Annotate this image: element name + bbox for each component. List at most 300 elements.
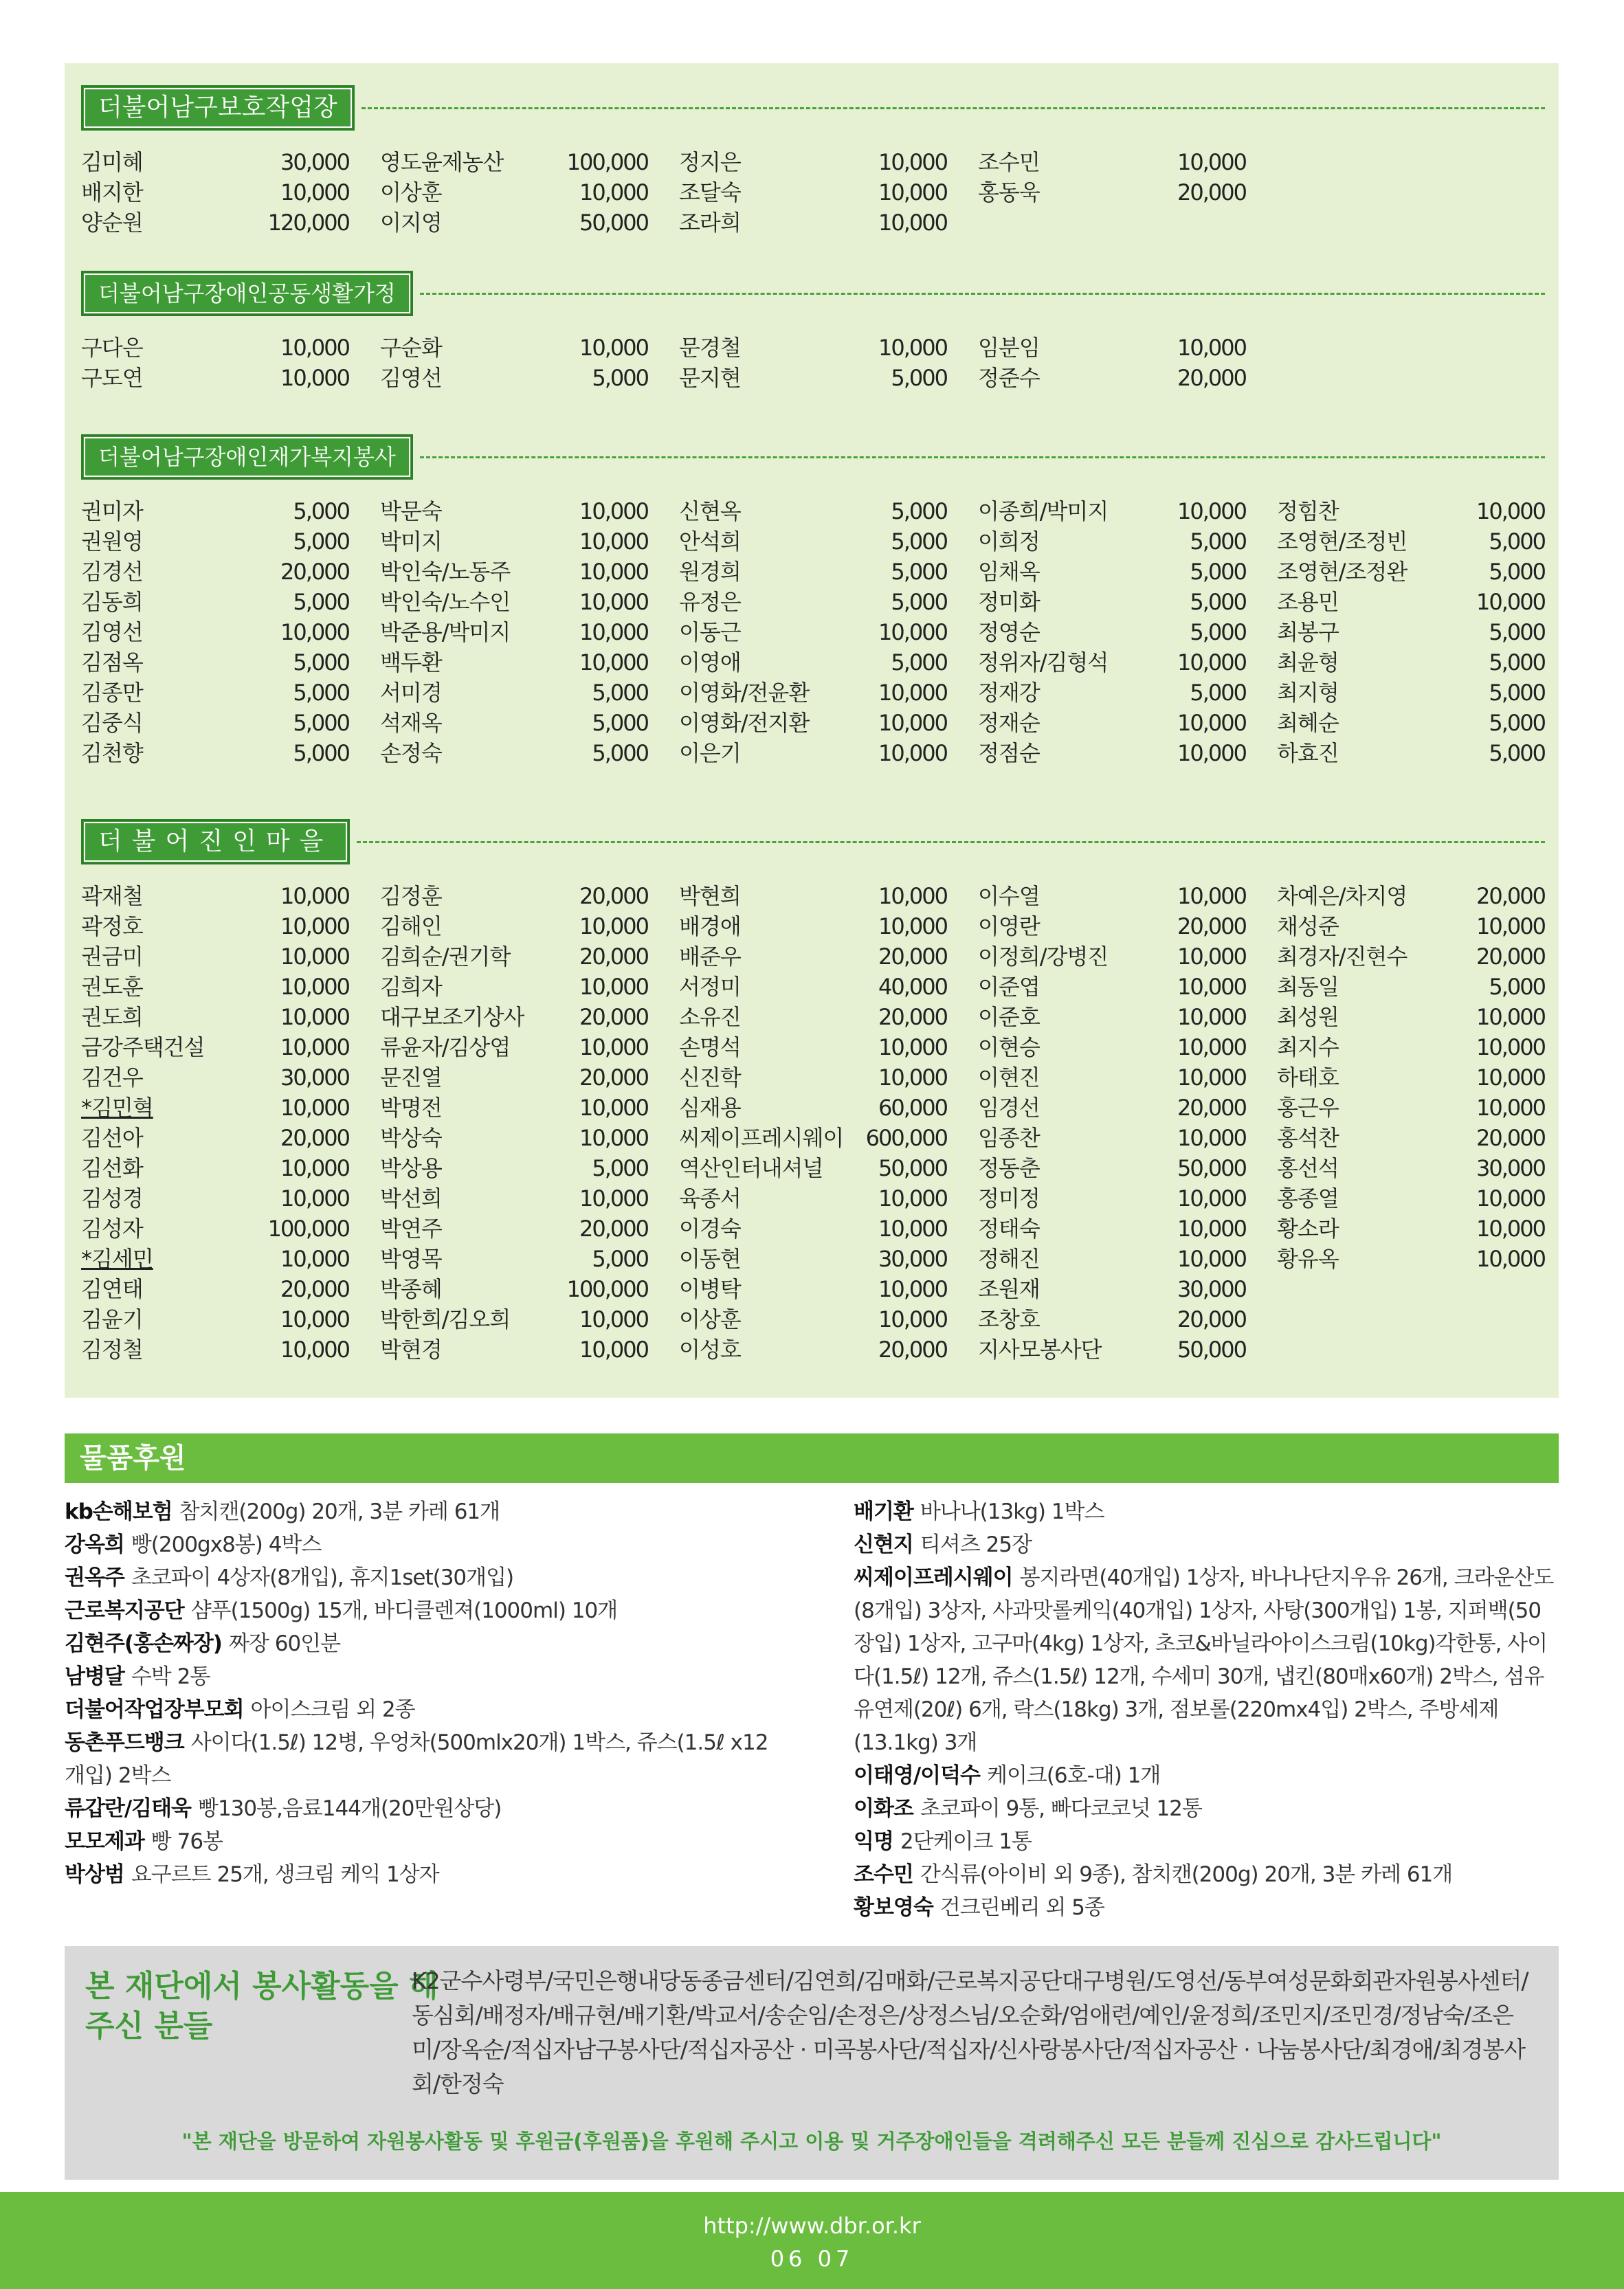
section-header <box>81 819 1545 864</box>
donor-name: 씨제이프레시웨이 <box>679 1125 844 1151</box>
section-header <box>81 434 1545 480</box>
donor-name: 김영선 <box>380 365 442 391</box>
donation-amount: 40,000 <box>878 974 947 1000</box>
donor-name: 조원재 <box>978 1276 1040 1302</box>
donation-amount: 50,000 <box>579 210 648 236</box>
donation-amount: 50,000 <box>1177 1155 1246 1181</box>
donation-amount: 10,000 <box>280 913 349 939</box>
donation-amount: 10,000 <box>1177 1246 1246 1272</box>
donor-column <box>978 881 1246 1365</box>
donor-row <box>380 333 648 363</box>
donation-amount: 20,000 <box>878 1337 947 1363</box>
donor-name: 지사모봉사단 <box>978 1337 1102 1363</box>
donor-row <box>380 526 648 557</box>
donation-amount: 5,000 <box>891 365 947 391</box>
donor-row <box>1277 1123 1545 1153</box>
donor-row <box>679 1032 947 1062</box>
donor-row <box>679 881 947 911</box>
goods-donor: 익명 <box>854 1829 893 1854</box>
goods-items: 봉지라면(40개입) 1상자, 바나나단지우유 26개, 크라운산도(8개입) 3상자, 사과맛롤케익(40개입) 1상자, 사탕(300개입) 1봉, 지퍼백(50장입) 1상자, 고구마(4kg) 1상자, 초코&바닐라아이스크림(10kg)각한통, 사이다(1.5ℓ) 12개, 쥬스(1.5ℓ) 12개, 수세미 30개, 냅킨(80매x60개) 2박스, 섬유유연제(20ℓ) 6개, 락스(18kg) 3개, 점보롤(220mx4입) 2박스, 주방세제(13.1kg) 3개 <box>854 1565 1554 1755</box>
donor-name: 정영순 <box>978 619 1040 645</box>
donor-name: 임경선 <box>978 1095 1040 1121</box>
donor-name: 이준엽 <box>978 974 1040 1000</box>
donor-name: 황유옥 <box>1277 1246 1339 1272</box>
donor-row <box>978 363 1246 393</box>
goods-items: 요구르트 25개, 생크림 케익 1상자 <box>131 1862 439 1887</box>
donation-amount: 30,000 <box>878 1246 947 1272</box>
goods-items: 짜장 60인분 <box>228 1631 341 1656</box>
goods-items: 바나나(13kg) 1박스 <box>920 1499 1104 1524</box>
donation-amount: 20,000 <box>579 943 648 970</box>
donor-name: 이상훈 <box>380 179 442 205</box>
donor-row <box>978 617 1246 647</box>
donor-row <box>978 911 1246 941</box>
donation-amount: 5,000 <box>293 498 349 524</box>
donation-amount: 10,000 <box>579 1034 648 1060</box>
donor-row <box>1277 738 1545 768</box>
donation-amount: 5,000 <box>1489 559 1545 585</box>
donation-amount: 10,000 <box>1476 1216 1545 1242</box>
donation-amount: 10,000 <box>579 498 648 524</box>
donor-column <box>1277 496 1545 768</box>
donation-amount: 10,000 <box>1177 1004 1246 1030</box>
donor-row <box>81 496 349 526</box>
donor-name: 최지수 <box>1277 1034 1339 1060</box>
donor-name: 이종희/박미지 <box>978 498 1109 524</box>
donation-amount: 120,000 <box>267 210 349 236</box>
donor-column <box>380 496 648 768</box>
section-header <box>81 85 1545 131</box>
donor-row <box>81 911 349 941</box>
donor-name: 서미경 <box>380 680 442 706</box>
donor-name: 박현경 <box>380 1337 442 1363</box>
donor-name: 홍동욱 <box>978 179 1040 205</box>
donation-amount: 5,000 <box>1489 619 1545 645</box>
donation-amount: 10,000 <box>1177 710 1246 736</box>
donor-name: 신현옥 <box>679 498 741 524</box>
goods-item <box>65 1495 786 1528</box>
goods-item <box>65 1561 786 1594</box>
donor-name: 정힘찬 <box>1277 498 1339 524</box>
donation-amount: 20,000 <box>579 1004 648 1030</box>
donor-row <box>81 617 349 647</box>
donor-name: 김종만 <box>81 680 143 706</box>
thanks-quote: "본 재단을 방문하여 자원봉사활동 및 후원금(후원품)을 후원해 주시고 이용 및 거주장애인들을 격려해주신 모든 분들께 진심으로 감사드립니다" <box>181 2130 1442 2153</box>
donor-row <box>81 881 349 911</box>
donor-name: 손정숙 <box>380 740 442 766</box>
donor-name: 이영애 <box>679 649 741 675</box>
dashed-divider <box>420 456 1545 458</box>
donation-amount: 10,000 <box>878 149 947 175</box>
donor-row <box>81 526 349 557</box>
donor-row <box>81 333 349 363</box>
donation-amount: 5,000 <box>592 365 648 391</box>
donation-amount: 5,000 <box>891 559 947 585</box>
section-title: 더불어남구장애인공동생활가정 <box>81 271 413 316</box>
donor-lists-panel <box>65 63 1559 1398</box>
donor-row <box>679 1274 947 1304</box>
goods-item <box>65 1528 786 1561</box>
donor-name: *김민혁 <box>81 1095 153 1121</box>
donor-row <box>978 1335 1246 1365</box>
donation-amount: 10,000 <box>878 680 947 706</box>
donor-name: 권금미 <box>81 943 143 970</box>
donor-row <box>1277 678 1545 708</box>
goods-donor: 이화조 <box>854 1796 913 1821</box>
donor-row <box>81 678 349 708</box>
donor-name: 정준수 <box>978 365 1040 391</box>
donation-amount: 20,000 <box>1177 1306 1246 1332</box>
donor-name: 이희정 <box>978 528 1040 555</box>
donor-row <box>81 1062 349 1093</box>
donor-row <box>380 881 648 911</box>
donation-amount: 20,000 <box>878 943 947 970</box>
donor-row <box>81 1274 349 1304</box>
goods-donor: 류갑란/김태욱 <box>65 1796 191 1821</box>
page-footer <box>0 2192 1624 2289</box>
donor-name: 구순화 <box>380 335 442 361</box>
donor-name: 홍근우 <box>1277 1095 1339 1121</box>
goods-donor: 이태영/이덕수 <box>854 1763 980 1788</box>
donor-row <box>380 708 648 738</box>
donor-row <box>679 1062 947 1093</box>
donor-row <box>380 496 648 526</box>
donor-name: 권원영 <box>81 528 143 555</box>
donation-amount: 10,000 <box>878 883 947 909</box>
volunteers-title: 본 재단에서 봉사활동을 해 주신 분들 <box>85 1969 438 2044</box>
donor-row <box>1277 1002 1545 1032</box>
donor-row <box>679 1123 947 1153</box>
donor-name: 김천향 <box>81 740 143 766</box>
donor-row <box>380 941 648 972</box>
donor-name: 이정희/강병진 <box>978 943 1109 970</box>
donation-amount: 5,000 <box>592 1155 648 1181</box>
donation-amount: 5,000 <box>1190 680 1246 706</box>
goods-donor: 박상범 <box>65 1862 124 1887</box>
donor-name: 백두환 <box>380 649 442 675</box>
donor-row <box>1277 1062 1545 1093</box>
donor-name: 손명석 <box>679 1034 741 1060</box>
donation-amount: 60,000 <box>878 1095 947 1121</box>
donation-amount: 10,000 <box>280 1004 349 1030</box>
donor-name: 박한희/김오희 <box>380 1306 511 1332</box>
donor-row <box>81 587 349 617</box>
donation-amount: 10,000 <box>280 1155 349 1181</box>
donor-name: 대구보조기상사 <box>380 1004 524 1030</box>
goods-item <box>65 1693 786 1726</box>
goods-items: 초코파이 9통, 빠다코코넛 12통 <box>920 1796 1202 1821</box>
donor-row <box>978 881 1246 911</box>
goods-left-column <box>65 1495 786 1891</box>
donor-row <box>81 1335 349 1365</box>
donor-name: 김성자 <box>81 1216 143 1242</box>
donor-row <box>978 647 1246 678</box>
donor-row <box>380 738 648 768</box>
donation-amount: 5,000 <box>891 649 947 675</box>
donation-amount: 20,000 <box>579 883 648 909</box>
donor-row <box>679 208 947 238</box>
goods-items: 초코파이 4상자(8개입), 휴지1set(30개입) <box>131 1565 514 1590</box>
volunteers-list: K2군수사령부/국민은행내당동종금센터/김연희/김매화/근로복지공단대구병원/도영선/동부여성문화회관자원봉사센터/동심회/배정자/배규현/배기환/박교서/송순임/손정은/상정스님/오순화/엄애련/예인/윤정희/조민지/조민경/정남숙/조은미/장옥순/적십자남구봉사단/적십자공산 · 미곡봉사단/적십자/신사랑봉사단/적십자공산 · 나눔봉사단/최경애/최경봉사회/한정숙 <box>412 1967 1528 2097</box>
donor-row <box>978 1274 1246 1304</box>
donor-name: 문진열 <box>380 1064 442 1091</box>
goods-items: 빵130봉,음료144개(20만원상당) <box>198 1796 502 1821</box>
donor-row <box>81 147 349 177</box>
donation-amount: 10,000 <box>280 883 349 909</box>
donation-amount: 20,000 <box>1476 883 1545 909</box>
donor-row <box>679 1214 947 1244</box>
donor-row <box>978 1093 1246 1123</box>
donor-name: 이영화/전윤환 <box>679 680 810 706</box>
donor-row <box>679 177 947 208</box>
donor-row <box>380 617 648 647</box>
donor-column <box>81 333 349 393</box>
donor-name: 박선희 <box>380 1185 442 1212</box>
donation-amount: 5,000 <box>293 528 349 555</box>
donor-row <box>978 1032 1246 1062</box>
donor-row <box>380 972 648 1002</box>
donor-row <box>978 147 1246 177</box>
donor-name: 정재강 <box>978 680 1040 706</box>
donor-row <box>380 1153 648 1183</box>
donor-row <box>380 557 648 587</box>
donor-name: 최경자/진현수 <box>1277 943 1408 970</box>
donor-row <box>81 1304 349 1335</box>
donation-amount: 10,000 <box>1476 1064 1545 1091</box>
donation-amount: 5,000 <box>592 1246 648 1272</box>
donation-amount: 10,000 <box>280 1095 349 1121</box>
donation-amount: 20,000 <box>1177 179 1246 205</box>
donor-name: 홍석찬 <box>1277 1125 1339 1151</box>
section-header <box>81 271 1545 316</box>
donor-name: *김세민 <box>81 1246 153 1272</box>
donation-amount: 600,000 <box>865 1125 947 1151</box>
goods-right-column <box>854 1495 1555 1924</box>
donation-amount: 5,000 <box>1489 528 1545 555</box>
donor-name: 정미정 <box>978 1185 1040 1212</box>
donor-name: 배경애 <box>679 913 741 939</box>
donor-name: 신진학 <box>679 1064 741 1091</box>
donation-amount: 10,000 <box>1476 1246 1545 1272</box>
donor-row <box>978 1153 1246 1183</box>
donor-name: 박연주 <box>380 1216 442 1242</box>
donor-column <box>978 496 1246 768</box>
donor-name: 조창호 <box>978 1306 1040 1332</box>
donor-row <box>679 911 947 941</box>
donor-name: 원경희 <box>679 559 741 585</box>
site-url-link[interactable]: http://www.dbr.or.kr <box>703 2213 921 2239</box>
section-title: 더불어남구보호작업장 <box>81 85 355 131</box>
donor-row <box>380 911 648 941</box>
donor-name: 이은기 <box>679 740 741 766</box>
donor-name: 류윤자/김상엽 <box>380 1034 511 1060</box>
goods-donor: 동촌푸드뱅크 <box>65 1730 184 1755</box>
donor-name: 임분임 <box>978 335 1040 361</box>
donation-amount: 10,000 <box>1476 498 1545 524</box>
donation-amount: 10,000 <box>878 210 947 236</box>
donor-row <box>1277 557 1545 587</box>
donor-name: 임채옥 <box>978 559 1040 585</box>
donation-amount: 100,000 <box>566 1276 648 1302</box>
goods-item <box>65 1825 786 1858</box>
donor-column <box>81 147 349 238</box>
donor-row <box>81 1153 349 1183</box>
donation-amount: 10,000 <box>1177 1216 1246 1242</box>
donor-name: 조영현/조정빈 <box>1277 528 1408 555</box>
donation-amount: 100,000 <box>566 149 648 175</box>
donation-amount: 10,000 <box>579 913 648 939</box>
donor-name: 정재순 <box>978 710 1040 736</box>
donation-amount: 20,000 <box>280 1125 349 1151</box>
donation-amount: 10,000 <box>1476 589 1545 615</box>
donor-row <box>380 1062 648 1093</box>
donor-row <box>1277 1244 1545 1274</box>
donor-row <box>1277 972 1545 1002</box>
donor-row <box>679 526 947 557</box>
goods-donor: 강옥희 <box>65 1532 124 1557</box>
donor-row <box>978 1062 1246 1093</box>
donor-name: 김정철 <box>81 1337 143 1363</box>
donor-row <box>1277 1183 1545 1214</box>
donor-row <box>978 972 1246 1002</box>
donation-amount: 10,000 <box>280 179 349 205</box>
donor-row <box>1277 496 1545 526</box>
donor-name: 정지은 <box>679 149 741 175</box>
goods-item <box>854 1825 1555 1858</box>
goods-item <box>65 1726 786 1792</box>
donation-amount: 20,000 <box>1177 1095 1246 1121</box>
donation-amount: 10,000 <box>878 179 947 205</box>
goods-item <box>854 1858 1555 1891</box>
goods-donor: 더불어작업장부모회 <box>65 1697 244 1722</box>
donor-row <box>81 708 349 738</box>
donor-name: 문지현 <box>679 365 741 391</box>
donation-amount: 10,000 <box>280 365 349 391</box>
donor-row <box>81 1244 349 1274</box>
donor-row <box>380 1032 648 1062</box>
donation-amount: 10,000 <box>1476 1034 1545 1060</box>
donor-row <box>380 1183 648 1214</box>
donation-amount: 10,000 <box>1177 149 1246 175</box>
donor-row <box>978 333 1246 363</box>
donation-amount: 20,000 <box>579 1216 648 1242</box>
donor-row <box>679 587 947 617</box>
goods-donor: 김현주(홍손짜장) <box>65 1631 222 1656</box>
donation-amount: 10,000 <box>1476 913 1545 939</box>
donation-amount: 5,000 <box>1489 710 1545 736</box>
donor-name: 권도희 <box>81 1004 143 1030</box>
donor-row <box>679 496 947 526</box>
goods-item <box>65 1660 786 1693</box>
dashed-divider <box>361 107 1545 109</box>
donor-row <box>81 557 349 587</box>
donor-name: 최혜순 <box>1277 710 1339 736</box>
donor-row <box>81 177 349 208</box>
donation-amount: 30,000 <box>280 1064 349 1091</box>
donor-name: 홍종열 <box>1277 1185 1339 1212</box>
donor-name: 이현승 <box>978 1034 1040 1060</box>
donor-name: 김선아 <box>81 1125 143 1151</box>
donor-row <box>679 647 947 678</box>
donor-row <box>679 1304 947 1335</box>
donor-name: 이영란 <box>978 913 1040 939</box>
donation-amount: 10,000 <box>1177 1125 1246 1151</box>
donor-row <box>1277 526 1545 557</box>
donor-row <box>1277 1093 1545 1123</box>
donor-name: 이현진 <box>978 1064 1040 1091</box>
donation-amount: 10,000 <box>1177 649 1246 675</box>
donation-amount: 5,000 <box>891 498 947 524</box>
donor-row <box>1277 617 1545 647</box>
page-numbers: 06 07 <box>770 2246 854 2272</box>
donor-row <box>380 147 648 177</box>
goods-items: 2단케이크 1통 <box>900 1829 1032 1854</box>
donor-row <box>679 1093 947 1123</box>
donation-amount: 20,000 <box>280 559 349 585</box>
donor-column <box>380 881 648 1365</box>
goods-items: 샴푸(1500g) 15개, 바디클렌져(1000ml) 10개 <box>190 1598 618 1623</box>
donation-amount: 10,000 <box>878 619 947 645</box>
donation-amount: 50,000 <box>878 1155 947 1181</box>
donor-row <box>1277 881 1545 911</box>
donor-name: 박상용 <box>380 1155 442 1181</box>
donation-amount: 10,000 <box>878 1034 947 1060</box>
goods-donor: 배기환 <box>854 1499 913 1524</box>
donor-name: 김점옥 <box>81 649 143 675</box>
donor-name: 최성원 <box>1277 1004 1339 1030</box>
donation-amount: 20,000 <box>579 1064 648 1091</box>
donor-row <box>679 941 947 972</box>
donor-row <box>81 208 349 238</box>
donation-amount: 10,000 <box>579 1337 648 1363</box>
donor-row <box>1277 587 1545 617</box>
donor-name: 이성호 <box>679 1337 741 1363</box>
donation-amount: 10,000 <box>579 619 648 645</box>
donation-amount: 5,000 <box>1489 974 1545 1000</box>
donor-column <box>679 147 947 238</box>
donor-name: 소유진 <box>679 1004 741 1030</box>
donor-row <box>1277 1032 1545 1062</box>
donor-name: 이경숙 <box>679 1216 741 1242</box>
donation-amount: 10,000 <box>280 1185 349 1212</box>
donor-row <box>81 1183 349 1214</box>
donation-amount: 10,000 <box>1177 883 1246 909</box>
donor-row <box>380 1274 648 1304</box>
donation-amount: 50,000 <box>1177 1337 1246 1363</box>
donation-amount: 10,000 <box>1177 1185 1246 1212</box>
donation-amount: 10,000 <box>579 179 648 205</box>
donation-amount: 5,000 <box>1489 649 1545 675</box>
donation-amount: 5,000 <box>293 710 349 736</box>
donation-amount: 10,000 <box>579 1185 648 1212</box>
donation-amount: 10,000 <box>878 1064 947 1091</box>
goods-donor: 조수민 <box>854 1862 913 1887</box>
goods-item <box>854 1528 1555 1561</box>
goods-donor: 황보영숙 <box>854 1895 933 1920</box>
donation-amount: 10,000 <box>878 913 947 939</box>
goods-items: 사이다(1.5ℓ) 12병, 우엉차(500mlx20개) 1박스, 쥬스(1.5ℓ x12개입) 2박스 <box>65 1730 768 1788</box>
donor-name: 서정미 <box>679 974 741 1000</box>
donor-name: 육종서 <box>679 1185 741 1212</box>
donation-amount: 5,000 <box>1489 680 1545 706</box>
donation-amount: 5,000 <box>891 589 947 615</box>
goods-item <box>854 1759 1555 1792</box>
donor-row <box>679 333 947 363</box>
donor-row <box>978 1244 1246 1274</box>
donor-name: 김성경 <box>81 1185 143 1212</box>
donation-amount: 5,000 <box>1190 619 1246 645</box>
donor-row <box>81 1123 349 1153</box>
